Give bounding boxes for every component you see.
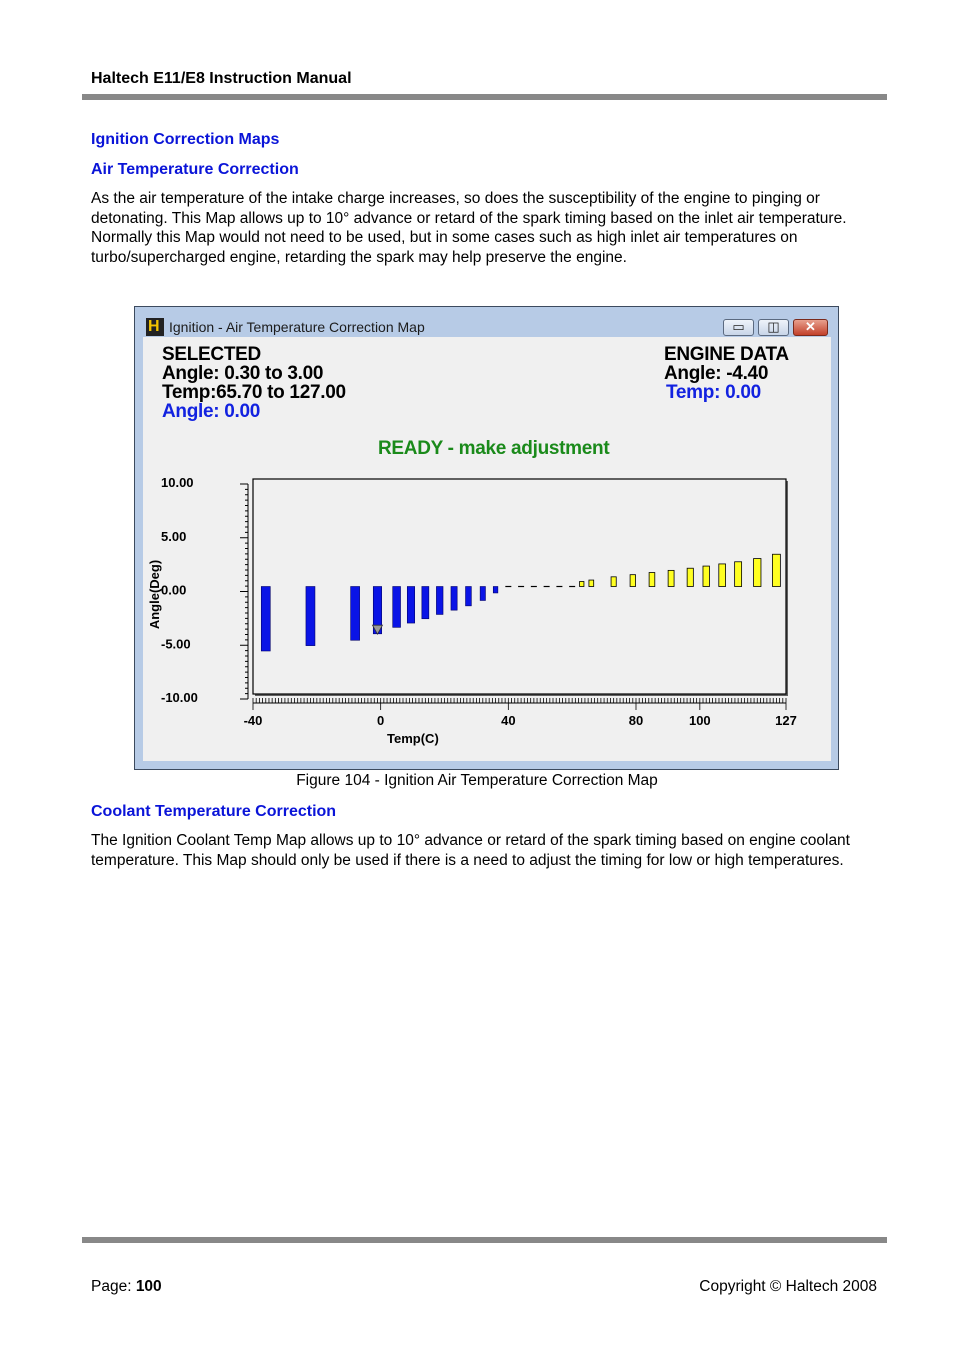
section-subheading: Air Temperature Correction — [91, 161, 299, 178]
data-bar — [611, 577, 616, 587]
section-heading: Ignition Correction Maps — [91, 131, 280, 148]
y-tick-label: 10.00 — [161, 475, 194, 490]
section2-paragraph: The Ignition Coolant Temp Map allows up to 10° advance or retard of the spark timing based on engine coolant temperature. This Map should only be used if there is a need to adjust the timing for low or high temperatures. — [91, 832, 850, 869]
data-bar — [466, 587, 472, 606]
page-label: Page: — [91, 1278, 136, 1295]
data-bar — [351, 587, 360, 641]
data-bar — [306, 587, 315, 646]
x-tick-label: 127 — [775, 713, 797, 728]
data-bar — [393, 587, 401, 628]
x-tick-label: 80 — [628, 713, 644, 728]
data-bar — [630, 575, 635, 587]
selected-heading: SELECTED — [162, 344, 261, 365]
data-bar — [436, 587, 443, 615]
haltech-h-icon: H — [146, 318, 164, 336]
data-bar — [407, 587, 414, 624]
correction-map-window — [134, 306, 839, 770]
status-text: READY - make adjustment — [378, 438, 610, 459]
window-client-area — [143, 337, 831, 761]
data-bar — [422, 587, 429, 619]
engine-data-heading: ENGINE DATA — [664, 344, 789, 365]
selected-angle: Angle: 0.00 — [162, 401, 261, 422]
selected-angle-range: Angle: 0.30 to 3.00 — [162, 363, 324, 384]
section-paragraph: As the air temperature of the intake charge increases, so does the susceptibility of the engine to pinging or detonating. This Map allows up to 10° advance or retard of the spark timing based on the inlet air temperature. Normally this Map would not need to be used, but in some cases such as high inlet air temperatures on turbo/supercharged engine, retarding the spark may help preserve the engine. — [91, 190, 847, 267]
selected-temp-range: Temp:65.70 to 127.00 — [162, 382, 346, 403]
y-axis-label: Angle(Deg) — [147, 559, 162, 630]
page-number — [91, 1278, 162, 1296]
minimize-button[interactable]: ▭ — [723, 319, 754, 336]
maximize-button[interactable]: ◫ — [758, 319, 789, 336]
data-bar — [451, 587, 457, 611]
engine-temp: Temp: 0.00 — [666, 382, 761, 403]
engine-angle: Angle: -4.40 — [664, 363, 769, 384]
footer-rule — [82, 1237, 887, 1243]
data-bar — [261, 587, 270, 652]
x-tick-label: 100 — [688, 713, 711, 728]
data-bar — [772, 554, 780, 586]
y-tick-label: -5.00 — [161, 636, 191, 652]
correction-chart[interactable] — [143, 467, 831, 757]
close-button[interactable]: ✕ — [793, 319, 828, 336]
x-tick-label: 0 — [377, 713, 385, 728]
figure-caption: Figure 104 - Ignition Air Temperature Correction Map — [296, 772, 658, 789]
data-bar — [719, 564, 726, 587]
data-bar — [735, 562, 742, 587]
data-bar — [589, 580, 594, 586]
window-title: Ignition - Air Temperature Correction Map — [169, 319, 425, 335]
data-bar — [668, 570, 674, 586]
data-bar — [493, 587, 498, 593]
data-bar — [687, 568, 693, 586]
data-bar — [480, 587, 485, 601]
x-tick-label: -40 — [243, 713, 263, 728]
x-tick-label: 40 — [501, 713, 516, 728]
data-bar — [703, 566, 709, 586]
header-rule — [82, 94, 887, 100]
copyright: Copyright © Haltech 2008 — [699, 1278, 877, 1295]
section2-subheading: Coolant Temperature Correction — [91, 803, 337, 820]
data-bar — [754, 559, 761, 587]
data-bar — [580, 582, 584, 587]
y-tick-label: 0.00 — [161, 582, 187, 598]
data-bar — [649, 573, 655, 587]
y-tick-label: -10.00 — [161, 690, 198, 705]
document-header-title: Haltech E11/E8 Instruction Manual — [91, 70, 352, 87]
y-tick-label: 5.00 — [161, 528, 187, 544]
page-number-value: 100 — [135, 1278, 162, 1295]
x-axis-label: Temp(C) — [387, 731, 439, 746]
